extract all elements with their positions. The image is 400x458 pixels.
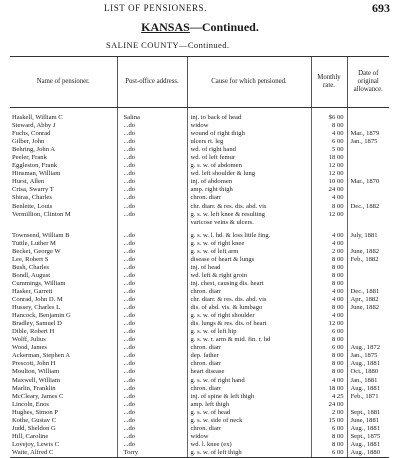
- cell-post-office: ...do: [117, 264, 187, 272]
- table-row: [10, 409, 389, 417]
- cell-cause: widow: [187, 433, 311, 441]
- cell-post-office: Salina: [117, 108, 187, 123]
- cell-date: [347, 401, 389, 409]
- cell-date: Dec., 1881: [347, 288, 389, 296]
- cell-name: Ackerman, Stephen A: [12, 352, 71, 360]
- cell-rate: 12 00: [311, 162, 347, 170]
- cell-date: Feb., 1871: [347, 393, 389, 401]
- cell-date: [347, 272, 389, 280]
- cell-name: [10, 219, 117, 227]
- cell-post-office: ...do: [117, 227, 187, 240]
- cell-rate: $6 00: [311, 108, 347, 123]
- cell-rate: 8 00: [311, 433, 347, 441]
- cell-post-office: ...do: [117, 385, 187, 393]
- cell-rate: 12 00: [311, 211, 347, 219]
- cell-post-office: ...do: [117, 296, 187, 304]
- table-row: [10, 320, 389, 328]
- cell-post-office: ...do: [117, 417, 187, 425]
- cell-cause: dis. of abd. vis. & lumbago: [187, 304, 311, 312]
- cell-cause: inj. to back of head: [187, 108, 311, 123]
- cell-cause: wd. left & right groin: [187, 272, 311, 280]
- cell-name: Becket, George W: [12, 247, 61, 255]
- table-row: [10, 146, 389, 154]
- table-row: [10, 288, 389, 296]
- cell-date: Sept., 1881: [347, 409, 389, 417]
- cell-cause: inj. of abdomen: [187, 178, 311, 186]
- cell-post-office: ...do: [117, 211, 187, 219]
- cell-rate: 2 00: [311, 248, 347, 256]
- cell-rate: 12 00: [311, 170, 347, 178]
- cell-rate: 8 00: [311, 256, 347, 264]
- cell-name: Moulton, William: [12, 368, 60, 376]
- cell-rate: 6 00: [311, 425, 347, 433]
- cell-name: Bradley, Samuel D: [12, 320, 62, 328]
- cell-date: [347, 336, 389, 344]
- cell-post-office: ...do: [117, 138, 187, 146]
- cell-cause: widow: [187, 122, 311, 130]
- cell-post-office: ...do: [117, 441, 187, 449]
- cell-date: Oct., 1880: [347, 368, 389, 376]
- table-row: [10, 433, 389, 441]
- cell-date: [347, 240, 389, 248]
- table-row: [10, 449, 389, 458]
- cell-rate: 2 00: [311, 409, 347, 417]
- table-row: [10, 122, 389, 130]
- cell-rate: 8 00: [311, 441, 347, 449]
- cell-rate: 8 00: [311, 304, 347, 312]
- cell-post-office: ...do: [117, 203, 187, 211]
- cell-name: Hinsman, William: [12, 170, 61, 178]
- cell-rate: [311, 219, 347, 227]
- cell-name: Judd, Sheldon G: [12, 424, 56, 432]
- cell-date: Sept., 1875: [347, 433, 389, 441]
- cell-cause: varicose veins & ulcers.: [187, 219, 311, 227]
- cell-name: Steward, Abby J: [12, 122, 56, 130]
- cell-cause: g. s. w. of abdomen: [187, 162, 311, 170]
- table-row: [10, 272, 389, 280]
- cell-name: Vermillion, Clinton M: [12, 210, 71, 218]
- table-row: [10, 162, 389, 170]
- table-row: [10, 240, 389, 248]
- cell-cause: chr. diarr. & res. dis. abd. vis: [187, 296, 311, 304]
- cell-rate: 8 00: [311, 272, 347, 280]
- cell-name: Lincoln, Enos: [12, 400, 49, 408]
- cell-cause: g. s. w. l. hd. & loss little fing.: [187, 227, 311, 240]
- cell-post-office: ...do: [117, 130, 187, 138]
- cell-cause: g. s. w. of head: [187, 409, 311, 417]
- cell-date: [347, 211, 389, 219]
- cell-date: Dec., 1882: [347, 203, 389, 211]
- state-heading: [0, 20, 400, 35]
- cell-date: Aug., 1872: [347, 344, 389, 352]
- cell-post-office: ...do: [117, 256, 187, 264]
- table-row: [10, 344, 389, 352]
- cell-rate: 24 00: [311, 186, 347, 194]
- table-row: [10, 211, 389, 219]
- table-row: [10, 108, 389, 123]
- cell-post-office: ...do: [117, 425, 187, 433]
- cell-date: [347, 312, 389, 320]
- table-row: [10, 328, 389, 336]
- cell-name: Townsend, William B: [12, 231, 70, 239]
- table-row: [10, 441, 389, 449]
- table-row: [10, 178, 389, 186]
- table-row: [10, 203, 389, 211]
- cell-cause: wd. of right hand: [187, 146, 311, 154]
- cell-name: Cummings, William: [12, 279, 66, 287]
- cell-date: Mar., 1870: [347, 178, 389, 186]
- cell-cause: chron. diarr: [187, 288, 311, 296]
- cell-name: Prescott, John H: [12, 360, 56, 368]
- cell-post-office: ...do: [117, 360, 187, 368]
- table-row: [10, 360, 389, 368]
- cell-date: [347, 264, 389, 272]
- col-header-rate: Monthly rate.: [311, 57, 347, 108]
- cell-rate: 10 00: [311, 178, 347, 186]
- cell-post-office: ...do: [117, 393, 187, 401]
- county-heading: SALINE COUNTY—Continued.: [106, 40, 230, 50]
- cell-cause: g. s. w. left knee & resulting: [187, 211, 311, 219]
- cell-date: Aug., 1881: [347, 441, 389, 449]
- cell-cause: chron. diarr: [187, 425, 311, 433]
- cell-date: [347, 162, 389, 170]
- cell-rate: 4 00: [311, 377, 347, 385]
- cell-date: Aug., 1881: [347, 385, 389, 393]
- table-row: [10, 264, 389, 272]
- cell-post-office: ...do: [117, 336, 187, 344]
- cell-date: [347, 146, 389, 154]
- cell-cause: chr. diarr. & res. dis. abd. vis: [187, 203, 311, 211]
- table-row: [10, 401, 389, 409]
- cell-cause: wound of right thigh: [187, 130, 311, 138]
- cell-rate: 8 00: [311, 336, 347, 344]
- cell-rate: 4 25: [311, 393, 347, 401]
- cell-cause: g. s. w. of right hand: [187, 377, 311, 385]
- cell-name: Benlette, Louis: [12, 202, 53, 210]
- cell-post-office: ...do: [117, 328, 187, 336]
- page-number: 693: [372, 1, 390, 15]
- cell-date: [347, 280, 389, 288]
- cell-name: Hancock, Benjamin G: [12, 312, 71, 320]
- cell-name: Shiras, Charles: [12, 194, 52, 202]
- cell-rate: 4 00: [311, 194, 347, 202]
- cell-cause: inj. of spine & left thigh: [187, 393, 311, 401]
- table-row: [10, 138, 389, 146]
- cell-date: [347, 122, 389, 130]
- table-row: [10, 312, 389, 320]
- cell-name: Lovejoy, Lewis C: [12, 440, 60, 448]
- cell-rate: 8 00: [311, 352, 347, 360]
- cell-cause: dep. father: [187, 352, 311, 360]
- cell-name: Kothe, Gustav C: [12, 416, 57, 424]
- cell-name: Dible, Robert H: [12, 328, 55, 336]
- table-row: [10, 393, 389, 401]
- cell-name: Lee, Robert S: [12, 255, 49, 263]
- col-header-post-office: Post-office address.: [117, 57, 187, 108]
- cell-post-office: ...do: [117, 248, 187, 256]
- cell-date: Aug., 1881: [347, 360, 389, 368]
- state-name: KANSAS: [141, 20, 190, 34]
- cell-post-office: ...do: [117, 186, 187, 194]
- table-body: [10, 108, 389, 458]
- cell-date: [347, 154, 389, 162]
- cell-date: June, 1882: [347, 304, 389, 312]
- cell-date: Aug., 1881: [347, 425, 389, 433]
- cell-post-office: ...do: [117, 194, 187, 202]
- cell-name: Hurst, Allen: [12, 178, 45, 186]
- cell-post-office: ...do: [117, 240, 187, 248]
- table-row: [10, 352, 389, 360]
- table-row: [10, 377, 389, 385]
- cell-date: Jan., 1875: [347, 138, 389, 146]
- cell-post-office: ...do: [117, 154, 187, 162]
- cell-rate: 15 00: [311, 417, 347, 425]
- cell-date: Feb., 1882: [347, 256, 389, 264]
- cell-date: Aug., 1880: [347, 449, 389, 458]
- cell-post-office: [117, 219, 187, 227]
- col-header-date: Date of original allowance.: [347, 57, 389, 108]
- col-header-name: Name of pensioner.: [10, 57, 117, 108]
- cell-cause: g. s. w. side of neck: [187, 417, 311, 425]
- table-row: [10, 130, 389, 138]
- cell-rate: 5 00: [311, 146, 347, 154]
- cell-cause: amp. left thigh: [187, 401, 311, 409]
- cell-date: [347, 186, 389, 194]
- cell-cause: amp. right thigh: [187, 186, 311, 194]
- cell-date: [347, 328, 389, 336]
- cell-name: Bush, Charles: [12, 263, 49, 271]
- cell-rate: 8 00: [311, 264, 347, 272]
- table-row: [10, 425, 389, 433]
- cell-cause: inj. chest, causing dis. heart: [187, 280, 311, 288]
- table-row: [10, 248, 389, 256]
- pensioners-table: [10, 56, 389, 458]
- cell-rate: 8 00: [311, 280, 347, 288]
- cell-cause: wd. l. knee (ex): [187, 441, 311, 449]
- cell-rate: 12 00: [311, 320, 347, 328]
- cell-date: Jan., 1875: [347, 352, 389, 360]
- cell-rate: 8 00: [311, 203, 347, 211]
- cell-cause: chron. diarr: [187, 360, 311, 368]
- cell-name: Hasker, Garrett: [12, 287, 53, 295]
- cell-name: Wolff, Julius: [12, 336, 46, 344]
- cell-name: McCleary, James C: [12, 392, 64, 400]
- cell-date: [347, 219, 389, 227]
- cell-name: Eggleston, Frank: [12, 162, 58, 170]
- cell-name: Behring, John A: [12, 146, 56, 154]
- cell-date: Jan., 1881: [347, 377, 389, 385]
- cell-date: [347, 108, 389, 123]
- cell-date: June, 1882: [347, 248, 389, 256]
- state-suffix: —Continued.: [189, 20, 259, 34]
- cell-post-office: ...do: [117, 368, 187, 376]
- cell-post-office: ...do: [117, 312, 187, 320]
- cell-cause: heart disease: [187, 368, 311, 376]
- cell-post-office: ...do: [117, 162, 187, 170]
- cell-post-office: ...do: [117, 433, 187, 441]
- table-row: [10, 304, 389, 312]
- cell-post-office: ...do: [117, 344, 187, 352]
- cell-post-office: ...do: [117, 409, 187, 417]
- cell-post-office: ...do: [117, 304, 187, 312]
- cell-date: [347, 194, 389, 202]
- cell-name: Tuttle, Luther M: [12, 239, 56, 247]
- running-header: [0, 2, 400, 16]
- cell-rate: 4 00: [311, 312, 347, 320]
- cell-post-office: ...do: [117, 280, 187, 288]
- cell-post-office: Torry: [117, 449, 187, 458]
- cell-name: Marlin, Franklin: [12, 384, 56, 392]
- cell-cause: disease of heart & lungs: [187, 256, 311, 264]
- cell-name: Gilber, John: [12, 138, 45, 146]
- cell-cause: g. s. w. r. arm & mid. fin. r. hd: [187, 336, 311, 344]
- table-row: [10, 385, 389, 393]
- cell-cause: g. s. w. of left arm: [187, 248, 311, 256]
- table-row: [10, 194, 389, 202]
- table-row: [10, 219, 389, 227]
- cell-date: June, 1881: [347, 417, 389, 425]
- cell-post-office: ...do: [117, 178, 187, 186]
- cell-post-office: ...do: [117, 272, 187, 280]
- cell-date: Apr., 1882: [347, 296, 389, 304]
- cell-rate: 8 00: [311, 368, 347, 376]
- running-title: LIST OF PENSIONERS.: [104, 3, 207, 13]
- table-row: [10, 186, 389, 194]
- table-row: [10, 336, 389, 344]
- cell-rate: 6 00: [311, 344, 347, 352]
- cell-rate: 6 00: [311, 449, 347, 458]
- cell-rate: 6 00: [311, 138, 347, 146]
- cell-cause: g. s. w. of right knee: [187, 240, 311, 248]
- cell-name: Haskell, William C: [12, 114, 63, 121]
- cell-cause: g. s. w. of left thigh: [187, 449, 311, 458]
- table-row: [10, 280, 389, 288]
- cell-cause: chron. diarr: [187, 344, 311, 352]
- cell-cause: ulcers rt. leg: [187, 138, 311, 146]
- cell-date: [347, 320, 389, 328]
- cell-cause: wd. left shoulder & lung: [187, 170, 311, 178]
- cell-rate: 4 00: [311, 227, 347, 240]
- cell-name: Hussey, Charles L: [12, 304, 61, 312]
- cell-post-office: ...do: [117, 170, 187, 178]
- cell-date: [347, 170, 389, 178]
- cell-rate: 4 00: [311, 130, 347, 138]
- cell-post-office: ...do: [117, 352, 187, 360]
- cell-rate: 18 00: [311, 154, 347, 162]
- cell-name: Hughes, Simon P: [12, 408, 58, 416]
- cell-post-office: ...do: [117, 377, 187, 385]
- cell-date: Mar., 1879: [347, 130, 389, 138]
- cell-rate: 4 00: [311, 240, 347, 248]
- table-row: [10, 296, 389, 304]
- cell-name: Conrad, John D. M: [12, 296, 63, 304]
- cell-post-office: ...do: [117, 122, 187, 130]
- table-row: [10, 170, 389, 178]
- cell-name: Maxwell, William: [12, 376, 60, 384]
- cell-post-office: ...do: [117, 320, 187, 328]
- col-header-cause: Cause for which pensioned.: [187, 57, 311, 108]
- cell-cause: chron. diarr: [187, 194, 311, 202]
- cell-rate: 6 00: [311, 328, 347, 336]
- cell-name: Peeler, Frank: [12, 154, 47, 162]
- table-row: [10, 227, 389, 240]
- cell-post-office: ...do: [117, 401, 187, 409]
- cell-cause: inj. of head: [187, 264, 311, 272]
- cell-rate: 8 00: [311, 360, 347, 368]
- table-row: [10, 368, 389, 376]
- cell-name: Bondl, August: [12, 271, 51, 279]
- cell-rate: 24 00: [311, 401, 347, 409]
- table-row: [10, 256, 389, 264]
- cell-cause: g. s. w. of right shoulder: [187, 312, 311, 320]
- cell-name: Waite, Alfred C: [10, 449, 117, 458]
- cell-rate: 18 00: [311, 385, 347, 393]
- cell-post-office: ...do: [117, 288, 187, 296]
- table-header-row: [10, 57, 389, 108]
- cell-name: Fuchs, Conrad: [12, 130, 51, 138]
- cell-cause: g. s. w. of left hip: [187, 328, 311, 336]
- cell-cause: wd. of left femur: [187, 154, 311, 162]
- cell-rate: 8 00: [311, 122, 347, 130]
- cell-post-office: ...do: [117, 146, 187, 154]
- table-row: [10, 417, 389, 425]
- cell-cause: chron. diarr: [187, 385, 311, 393]
- cell-rate: 4 00: [311, 296, 347, 304]
- cell-name: Crisa, Swarry T: [12, 186, 54, 194]
- cell-cause: dis. lungs & res. dis. of heart: [187, 320, 311, 328]
- cell-name: Hill, Caroline: [12, 432, 49, 440]
- table-row: [10, 154, 389, 162]
- cell-date: July, 1881: [347, 227, 389, 240]
- cell-rate: 4 00: [311, 288, 347, 296]
- cell-name: Wood, James: [12, 344, 47, 352]
